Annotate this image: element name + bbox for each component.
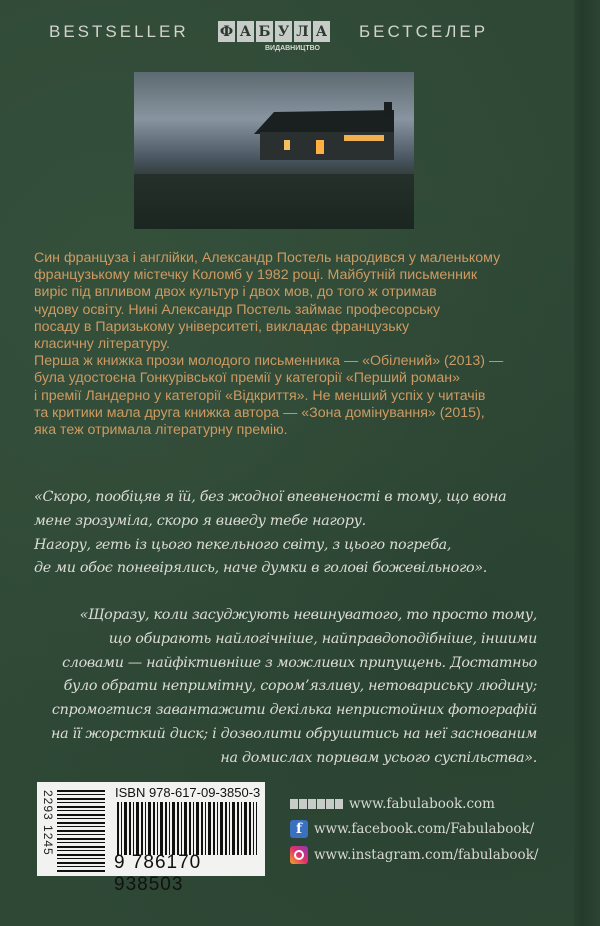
- instagram-link[interactable]: [290, 846, 538, 864]
- logo-letter: А: [237, 21, 254, 42]
- author-bio: [34, 250, 544, 439]
- bio-line: французькому містечку Коломб у 1982 році. Майбутній письменник: [34, 267, 478, 284]
- barcode-label: [37, 782, 265, 895]
- website-url[interactable]: www.fabulabook.com: [349, 796, 495, 812]
- bestseller-label-ua: БЕСТСЕЛЕР: [359, 22, 489, 41]
- quote-1: [34, 486, 554, 581]
- quote-line: спромогтися завантажити декілька непристойних фотографій: [51, 702, 537, 719]
- logo-letter: У: [275, 21, 292, 42]
- bio-line: та критики мала друга книжка автора — «Зона домінування» (2015),: [34, 404, 485, 421]
- fabula-mini-logo: [290, 799, 343, 809]
- ean-number: 9 786170 938503: [114, 852, 202, 895]
- facebook-icon: f: [290, 820, 308, 838]
- quote-2: [27, 604, 537, 771]
- logo-subtitle: ВИДАВНИЦТВО: [265, 45, 320, 52]
- bio-line: посаду в Паризькому університеті, викладає французьку: [34, 318, 410, 335]
- bio-line: і премії Ландерно у категорії «Відкриття». Не менший успіх у читачів: [34, 387, 486, 404]
- side-barcode: [57, 790, 105, 872]
- instagram-url[interactable]: www.instagram.com/fabulabook/: [314, 847, 539, 863]
- quote-line: де ми обоє поневірялись, наче думки в голові божевільного».: [34, 560, 488, 577]
- quote-line: Нагору, геть із цього пекельного світу, з цього погреба,: [34, 536, 452, 553]
- quote-line: що обирають найлогічніше, найправдоподібніше, іншими: [108, 630, 537, 647]
- bio-line: була удостоєна Гонкурівської премії у категорії «Перший роман»: [34, 370, 461, 387]
- bio-line: Перша ж книжка прози молодого письменника — «Обілений» (2013) —: [34, 353, 504, 370]
- logo-letter: Ф: [218, 21, 235, 42]
- hill: [134, 174, 414, 229]
- bio-line: класичну літературу.: [34, 336, 170, 353]
- spine-edge: [574, 0, 600, 926]
- bio-line: виріс під впливом двох культур і двох мов, до того ж отримав: [34, 284, 437, 301]
- bio-line: яка теж отримала літературну премію.: [34, 422, 288, 439]
- bio-line: чудову освіту. Нині Александр Постель займає професорську: [34, 301, 441, 318]
- quote-line: було обрати непримітну, сором’язливу, нетовариську людину;: [63, 678, 537, 695]
- facebook-url[interactable]: www.facebook.com/Fabulabook/: [314, 821, 535, 837]
- quote-line: «Щоразу, коли засуджують невинуватого, то просто тому,: [79, 607, 537, 623]
- fabula-logo: [218, 21, 330, 42]
- isbn: ISBN 978-617-09-3850-3: [115, 785, 261, 800]
- house-photo: [134, 72, 414, 229]
- house-illustration: [254, 102, 394, 160]
- facebook-link[interactable]: [290, 820, 534, 838]
- bio-line: Син француза і англійки, Александр Постель народився у маленькому: [34, 250, 501, 266]
- logo-letter: А: [313, 21, 330, 42]
- logo-letter: Б: [256, 21, 273, 42]
- bestseller-label: BESTSELLER: [49, 22, 189, 41]
- side-code: 2293 1245: [41, 790, 55, 856]
- ean-barcode: [117, 802, 257, 855]
- quote-line: мене зрозуміла, скоро я виведу тебе нагору.: [34, 512, 366, 529]
- quote-line: «Скоро, пообіцяв я їй, без жодної впевненості в тому, що вона: [34, 489, 507, 505]
- quote-line: на домислах поривам усього суспільства».: [220, 749, 537, 766]
- website-link[interactable]: [290, 796, 495, 812]
- quote-line: на її жорсткий диск; і дозволити обрушитись на неї заснованим: [50, 725, 537, 742]
- instagram-icon: [290, 846, 308, 864]
- quote-line: словами — найфіктивніше з можливих припущень. Достатньо: [62, 654, 537, 671]
- logo-letter: Л: [294, 21, 311, 42]
